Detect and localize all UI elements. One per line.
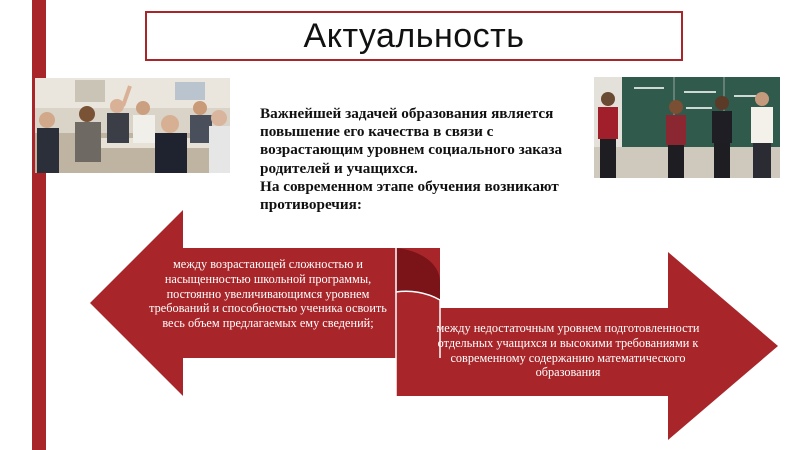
intro-paragraph-2: На современном этапе обучения возникают противоречия: [260, 177, 559, 214]
left-arrow-text: между возрастающей сложностью и насыщенностью школьной программы, постоянно увеличивающимся уровнем требований и способностью ученика освоить весь объем предлагаемых ему сведений; [149, 257, 387, 331]
slide-title: Актуальность [303, 16, 525, 55]
right-arrow-text: между недостаточным уровнем подготовленности отдельных учащихся и высокими требованиями к современному содержанию математического образования [436, 321, 700, 380]
intro-paragraph-1: Важнейшей задачей образования является повышение его качества в связи с возрастающим уровнем социального заказа родителей и учащихся. [260, 105, 563, 177]
